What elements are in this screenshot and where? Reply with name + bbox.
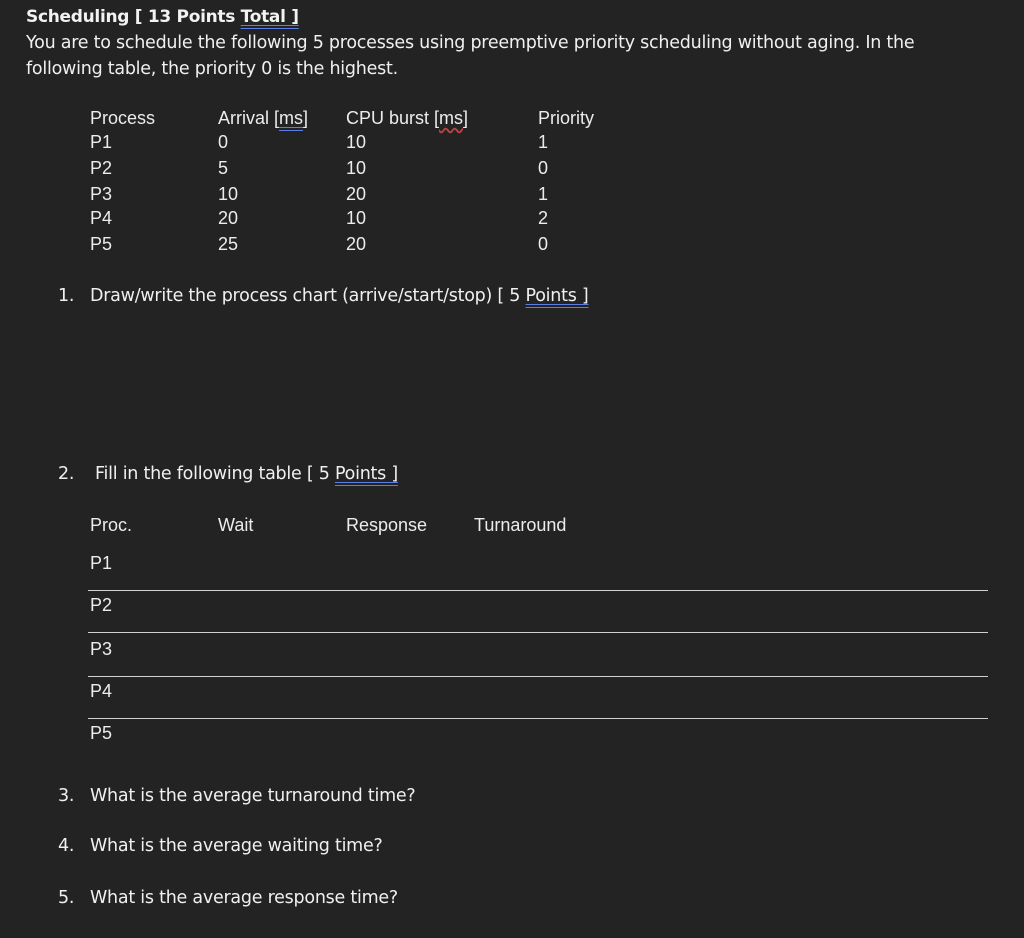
question-1 bbox=[58, 286, 588, 306]
fill-row-divider bbox=[88, 590, 988, 591]
question-1-number: 1. bbox=[58, 286, 75, 306]
fill-row-divider bbox=[88, 676, 988, 677]
header-arrival-suffix: ] bbox=[303, 108, 309, 128]
priority-cell: 1 bbox=[538, 132, 549, 152]
intro-paragraph: You are to schedule the following 5 processes using preemptive priority scheduling without aging. In the following table, the priority 0 is the highest. bbox=[26, 33, 915, 79]
question-5-number: 5. bbox=[58, 888, 75, 908]
fill-header-wait: Wait bbox=[218, 515, 254, 535]
question-4-text: What is the average waiting time? bbox=[90, 836, 383, 856]
heading-prefix: Scheduling [ 13 Points bbox=[26, 7, 241, 27]
cpu-burst-cell: 10 bbox=[346, 158, 367, 178]
cpu-burst-cell: 10 bbox=[346, 132, 367, 152]
question-2-text: Fill in the following table [ 5 bbox=[95, 464, 335, 484]
section-heading bbox=[26, 7, 299, 27]
process-cell: P1 bbox=[90, 132, 113, 152]
question-2-points: Points ] bbox=[334, 464, 398, 484]
arrival-cell: 0 bbox=[218, 132, 229, 152]
priority-cell: 0 bbox=[538, 158, 549, 178]
question-1-text: Draw/write the process chart (arrive/start/stop) [ 5 bbox=[90, 286, 526, 306]
priority-cell: 0 bbox=[538, 234, 549, 254]
heading-underlined: Total ] bbox=[240, 7, 299, 27]
fill-header-turnaround: Turnaround bbox=[474, 515, 567, 535]
priority-cell: 1 bbox=[538, 184, 549, 204]
question-4-number: 4. bbox=[58, 836, 75, 856]
fill-header-response: Response bbox=[346, 515, 428, 535]
header-process: Process bbox=[90, 108, 156, 128]
header-cpu-unit: ms bbox=[439, 108, 464, 128]
arrival-cell: 10 bbox=[218, 184, 239, 204]
fill-row-label: P4 bbox=[90, 681, 113, 701]
header-cpu-prefix: CPU burst [ bbox=[346, 108, 440, 128]
question-2-number: 2. bbox=[58, 464, 75, 484]
fill-row-label: P5 bbox=[90, 723, 113, 743]
cpu-burst-cell: 10 bbox=[346, 208, 367, 228]
header-arrival-unit: ms bbox=[279, 108, 304, 128]
fill-row-divider bbox=[88, 718, 988, 719]
question-5-text: What is the average response time? bbox=[90, 888, 398, 908]
question-3 bbox=[58, 786, 415, 806]
process-cell: P4 bbox=[90, 208, 113, 228]
fill-header-proc: Proc. bbox=[90, 515, 133, 535]
arrival-cell: 25 bbox=[218, 234, 239, 254]
process-cell: P2 bbox=[90, 158, 113, 178]
header-arrival-prefix: Arrival [ bbox=[218, 108, 280, 128]
fill-row-label: P1 bbox=[90, 553, 113, 573]
process-cell: P3 bbox=[90, 184, 113, 204]
header-cpu-suffix: ] bbox=[463, 108, 469, 128]
cpu-burst-cell: 20 bbox=[346, 234, 367, 254]
header-arrival bbox=[218, 108, 308, 129]
fill-row-label: P3 bbox=[90, 639, 113, 659]
priority-cell: 2 bbox=[538, 208, 549, 228]
arrival-cell: 20 bbox=[218, 208, 239, 228]
process-cell: P5 bbox=[90, 234, 113, 254]
question-3-text: What is the average turnaround time? bbox=[90, 786, 416, 806]
cpu-burst-cell: 20 bbox=[346, 184, 367, 204]
header-priority: Priority bbox=[538, 108, 595, 128]
arrival-cell: 5 bbox=[218, 158, 229, 178]
question-5 bbox=[58, 888, 398, 908]
question-4 bbox=[58, 836, 383, 856]
fill-row-divider bbox=[88, 632, 988, 633]
fill-row-label: P2 bbox=[90, 595, 113, 615]
question-3-number: 3. bbox=[58, 786, 75, 806]
header-cpu-burst bbox=[346, 108, 468, 129]
question-1-points: Points ] bbox=[525, 286, 589, 306]
question-2 bbox=[58, 464, 398, 484]
